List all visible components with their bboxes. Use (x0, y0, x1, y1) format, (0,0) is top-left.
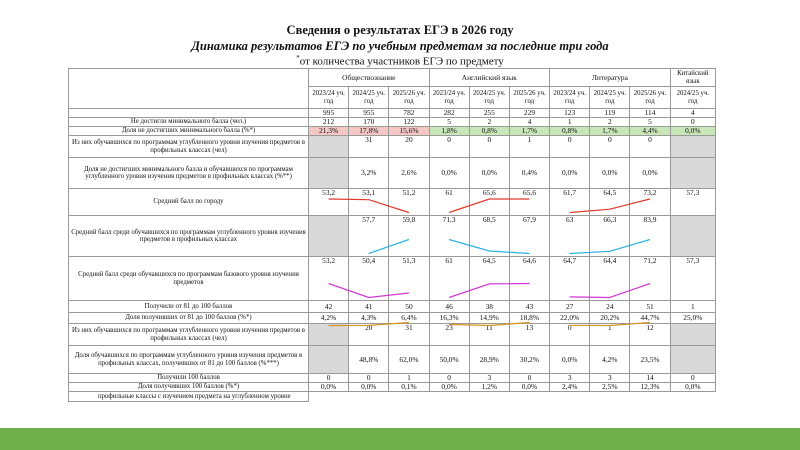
value-cell: 11 (469, 324, 509, 346)
avg-base-row (69, 257, 716, 301)
value-cell (670, 136, 715, 158)
row-label: Не достигли минимального балла (чел.) (69, 118, 309, 127)
row-label: Получили 100 баллов (69, 374, 309, 383)
value-cell: 0,4% (509, 158, 549, 189)
value-cell: 53,1 (349, 189, 389, 216)
value-cell: 51,3 (389, 257, 429, 301)
value-cell (309, 136, 349, 158)
got81-row (69, 301, 716, 313)
value-cell: 123 (550, 109, 590, 118)
value-cell: 3 (469, 374, 509, 383)
value-cell (309, 216, 349, 257)
year-cell: 2023/24 уч. год (550, 87, 590, 109)
value-cell: 27 (550, 301, 590, 313)
value-cell: 68,5 (469, 216, 509, 257)
value-cell: 1,8% (429, 127, 469, 136)
value-cell: 20 (349, 324, 389, 346)
value-cell: 4,4% (630, 127, 670, 136)
value-cell: 23 (429, 324, 469, 346)
value-cell: 73,2 (630, 189, 670, 216)
value-cell: 0 (429, 136, 469, 158)
row-label: Доля не достигших минимального балла и обучавшихся по программам углубленного уровня изучения предметов в профильных классах (%**) (69, 158, 309, 189)
year-cell: 2024/25 уч. год (349, 87, 389, 109)
value-cell: 0 (630, 136, 670, 158)
value-cell: 42 (309, 301, 349, 313)
value-cell: 5 (630, 118, 670, 127)
value-cell (309, 324, 349, 346)
value-cell: 1 (590, 324, 630, 346)
value-cell: 2,5% (590, 383, 630, 392)
value-cell: 62,0% (389, 346, 429, 374)
value-cell: 13 (509, 324, 549, 346)
row-label: Средний балл среди обучавшихся по программам углубленного уровня изучения предметов в профильных классах (69, 216, 309, 257)
value-cell: 0,8% (550, 127, 590, 136)
value-cell: 1,2% (469, 383, 509, 392)
value-cell: 16,3% (429, 313, 469, 324)
participants-row (69, 109, 716, 118)
value-cell: 0,0% (429, 383, 469, 392)
value-cell: 255 (469, 109, 509, 118)
row-label: Доля не достигших минимального балла (%*) (69, 127, 309, 136)
row-label: Доля получивших 100 баллов (%*) (69, 383, 309, 392)
value-cell: 0,0% (309, 383, 349, 392)
value-cell: 57,3 (670, 189, 715, 216)
legend-cell (69, 392, 309, 402)
value-cell: 782 (389, 109, 429, 118)
value-cell: 51 (630, 301, 670, 313)
value-cell: 61 (429, 257, 469, 301)
footnote-text: от количества участников ЕГЭ по предмету (299, 55, 504, 68)
value-cell: 4,2% (309, 313, 349, 324)
legend-text: профильные классы с изучением предмета на углубленном уровне (98, 392, 291, 400)
legend-empty (309, 392, 716, 402)
value-cell: 0,0% (509, 383, 549, 392)
value-cell: 66,3 (590, 216, 630, 257)
row-label: Из них обучавшихся по программам углубленного уровня изучения предметов в профильных классах (чел) (69, 324, 309, 346)
got100-row (69, 374, 716, 383)
value-cell: 1 (670, 301, 715, 313)
value-cell: 0 (670, 118, 715, 127)
value-cell: 64,4 (590, 257, 630, 301)
value-cell: 71,2 (630, 257, 670, 301)
value-cell: 0 (509, 374, 549, 383)
value-cell: 15,6% (389, 127, 429, 136)
value-cell: 57,3 (670, 257, 715, 301)
value-cell: 1 (550, 118, 590, 127)
value-cell: 122 (389, 118, 429, 127)
value-cell (670, 346, 715, 374)
value-cell: 6,4% (389, 313, 429, 324)
value-cell: 31 (349, 136, 389, 158)
value-cell: 12,3% (630, 383, 670, 392)
value-cell: 50,0% (429, 346, 469, 374)
value-cell: 4,2% (590, 346, 630, 374)
value-cell: 20 (389, 136, 429, 158)
value-cell: 31 (389, 324, 429, 346)
year-cell: 2025/26 уч. год (509, 87, 549, 109)
footnote-line (0, 55, 800, 68)
value-cell: 46 (429, 301, 469, 313)
avg-deep-row (69, 216, 716, 257)
row-label: Доля обучавшихся по программам углубленного уровня изучения предметов в профильных классах, получивших от 81 до 100 баллов (%***) (69, 346, 309, 374)
value-cell: 0 (550, 136, 590, 158)
value-cell: 41 (349, 301, 389, 313)
value-cell: 1,7% (509, 127, 549, 136)
value-cell: 64,5 (590, 189, 630, 216)
subject-chinese: Китайский язык (670, 69, 715, 87)
year-cell: 2023/24 уч. год (309, 87, 349, 109)
year-cell: 2025/26 уч. год (630, 87, 670, 109)
year-cell: 2024/25 уч. год (590, 87, 630, 109)
subject-social: Обществознание (309, 69, 430, 87)
value-cell: 38 (469, 301, 509, 313)
value-cell: 3 (590, 374, 630, 383)
value-cell: 24 (590, 301, 630, 313)
deep-pct-row (69, 158, 716, 189)
value-cell: 59,8 (389, 216, 429, 257)
results-table (68, 68, 716, 402)
not-min-row (69, 118, 716, 127)
value-cell: 21,3% (309, 127, 349, 136)
value-cell: 14,9% (469, 313, 509, 324)
value-cell: 0,0% (349, 383, 389, 392)
value-cell: 170 (349, 118, 389, 127)
value-cell (670, 158, 715, 189)
value-cell: 2 (590, 118, 630, 127)
value-cell: 50 (389, 301, 429, 313)
value-cell: 0 (469, 136, 509, 158)
not-min-pct-row (69, 127, 716, 136)
got81-deep-row (69, 324, 716, 346)
value-cell: 28,9% (469, 346, 509, 374)
slide-title: Сведения о результатах ЕГЭ в 2026 году (286, 23, 514, 37)
year-cell: 2024/25 уч. год (670, 87, 715, 109)
value-cell: 114 (630, 109, 670, 118)
value-cell: 43 (509, 301, 549, 313)
value-cell: 61 (429, 189, 469, 216)
value-cell: 0 (670, 374, 715, 383)
value-cell: 0 (309, 374, 349, 383)
value-cell: 30,2% (509, 346, 549, 374)
value-cell: 0 (550, 324, 590, 346)
subject-english: Английский язык (429, 69, 550, 87)
value-cell: 212 (309, 118, 349, 127)
value-cell: 0,0% (630, 158, 670, 189)
value-cell: 0,0% (550, 346, 590, 374)
footnote-marker: * (296, 54, 300, 62)
value-cell: 23,5% (630, 346, 670, 374)
value-cell: 0,1% (389, 383, 429, 392)
got100-pct-row (69, 383, 716, 392)
value-cell: 0,0% (550, 158, 590, 189)
value-cell (670, 216, 715, 257)
value-cell: 3 (550, 374, 590, 383)
row-label: Доля получивших от 81 до 100 баллов (%*) (69, 313, 309, 324)
year-cell: 2024/25 уч. год (469, 87, 509, 109)
got81-pct-row (69, 313, 716, 324)
value-cell: 0 (590, 136, 630, 158)
row-label: Из них обучавшихся по программам углубленного уровня изучения предметов в профильных классах (чел) (69, 136, 309, 158)
value-cell: 65,6 (469, 189, 509, 216)
value-cell: 64,7 (550, 257, 590, 301)
legend-row (69, 392, 716, 402)
value-cell: 1,7% (590, 127, 630, 136)
row-label: Получили от 81 до 100 баллов (69, 301, 309, 313)
subject-header-row (69, 69, 716, 87)
value-cell: 64,5 (469, 257, 509, 301)
value-cell: 44,7% (630, 313, 670, 324)
slide-subtitle: Динамика результатов ЕГЭ по учебным предметам за последние три года (191, 39, 609, 53)
value-cell: 53,2 (309, 257, 349, 301)
value-cell: 65,6 (509, 189, 549, 216)
value-cell: 2 (469, 118, 509, 127)
value-cell: 51,2 (389, 189, 429, 216)
value-cell: 1 (389, 374, 429, 383)
value-cell: 14 (630, 374, 670, 383)
value-cell: 63 (550, 216, 590, 257)
value-cell: 3,2% (349, 158, 389, 189)
value-cell: 71,3 (429, 216, 469, 257)
value-cell: 229 (509, 109, 549, 118)
value-cell: 48,8% (349, 346, 389, 374)
value-cell: 282 (429, 109, 469, 118)
value-cell: 955 (349, 109, 389, 118)
value-cell: 2,4% (550, 383, 590, 392)
value-cell: 4 (509, 118, 549, 127)
year-cell: 2023/24 уч. год (429, 87, 469, 109)
value-cell: 0,0% (429, 158, 469, 189)
subject-literature: Литература (550, 69, 671, 87)
value-cell: 995 (309, 109, 349, 118)
value-cell: 0,0% (469, 158, 509, 189)
row-label: Средний балл по городу (69, 189, 309, 216)
value-cell: 25,0% (670, 313, 715, 324)
bottom-accent-bar (0, 428, 800, 450)
value-cell: 0,0% (670, 383, 715, 392)
value-cell: 57,7 (349, 216, 389, 257)
got81-deep-pct-row (69, 346, 716, 374)
value-cell: 0,0% (670, 127, 715, 136)
value-cell: 61,7 (550, 189, 590, 216)
value-cell: 2,6% (389, 158, 429, 189)
value-cell: 20,2% (590, 313, 630, 324)
value-cell: 64,6 (509, 257, 549, 301)
value-cell: 67,9 (509, 216, 549, 257)
results-table-wrap (68, 68, 716, 413)
avg-city-row (69, 189, 716, 216)
value-cell (670, 324, 715, 346)
value-cell: 17,8% (349, 127, 389, 136)
value-cell: 53,2 (309, 189, 349, 216)
value-cell: 83,9 (630, 216, 670, 257)
value-cell: 0 (349, 374, 389, 383)
value-cell: 50,4 (349, 257, 389, 301)
value-cell: 18,8% (509, 313, 549, 324)
value-cell (309, 158, 349, 189)
value-cell: 4 (670, 109, 715, 118)
legend-swatch (70, 393, 92, 400)
value-cell: 0,8% (469, 127, 509, 136)
value-cell: 0,0% (590, 158, 630, 189)
value-cell: 4,3% (349, 313, 389, 324)
value-cell: 1 (509, 136, 549, 158)
year-cell: 2025/26 уч. год (389, 87, 429, 109)
header-empty-cell (69, 69, 309, 109)
value-cell: 119 (590, 109, 630, 118)
row-label (69, 109, 309, 118)
value-cell: 0 (429, 374, 469, 383)
value-cell: 22,0% (550, 313, 590, 324)
row-label: Средний балл среди обучавшихся по программам базового уровня изучения предметов (69, 257, 309, 301)
value-cell: 5 (429, 118, 469, 127)
value-cell: 12 (630, 324, 670, 346)
value-cell (309, 346, 349, 374)
deep-of-row (69, 136, 716, 158)
